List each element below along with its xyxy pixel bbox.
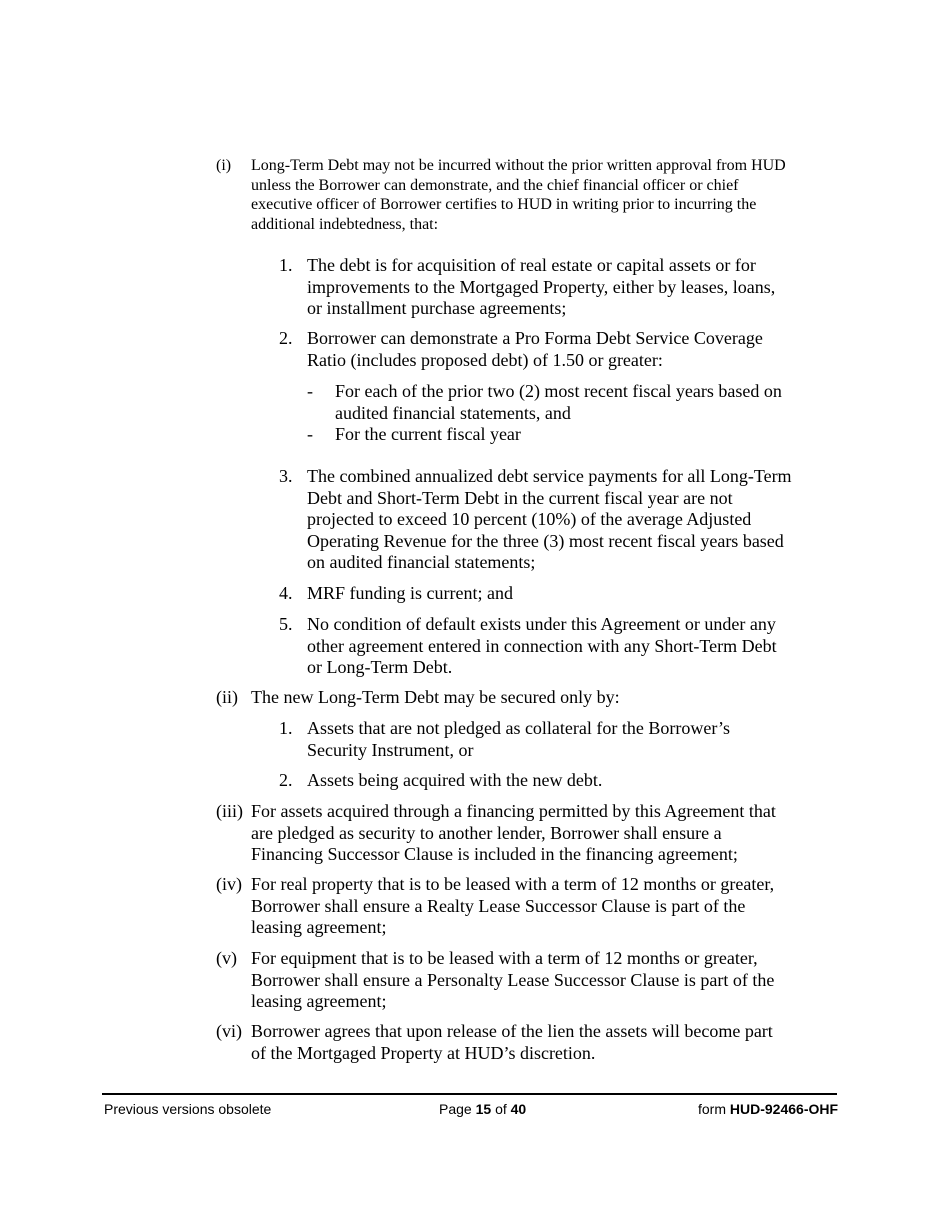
item-line: Borrower can demonstrate a Pro Forma Debt Service Coverage xyxy=(307,328,763,348)
item-line: improvements to the Mortgaged Property, either by leases, loans, xyxy=(307,276,776,297)
item-line: projected to exceed 10 percent (10%) of the average Adjusted xyxy=(307,509,752,529)
item-line: Ratio (includes proposed debt) of 1.50 or greater: xyxy=(307,349,663,370)
current-page: 15 xyxy=(475,1101,492,1117)
paragraph-line: leasing agreement; xyxy=(251,991,387,1011)
item-line: Operating Revenue for the three (3) most recent fiscal years based xyxy=(307,530,784,551)
item-number: 2. xyxy=(279,328,293,348)
item-line: The combined annualized debt service payments for all Long-Term xyxy=(307,466,792,486)
bullet-dash: - xyxy=(307,381,313,401)
paragraph-line: of the Mortgaged Property at HUD’s discretion. xyxy=(251,1042,596,1063)
paragraph-line: For real property that is to be leased with a term of 12 months or greater, xyxy=(251,874,775,894)
paragraph-label: (iv) xyxy=(216,874,242,894)
paragraph-label: (i) xyxy=(216,157,232,174)
paragraph-i xyxy=(216,156,836,234)
paragraph-label: (v) xyxy=(216,948,237,968)
item-number: 1. xyxy=(279,718,293,738)
item-line: on audited financial statements; xyxy=(307,552,536,572)
footer-form-id: form HUD-92466-OHF xyxy=(698,1101,839,1117)
item-number: 4. xyxy=(279,583,293,603)
paragraph-line: Borrower shall ensure a Realty Lease Successor Clause is part of the xyxy=(251,895,746,916)
bullet-dash: - xyxy=(307,424,313,444)
item-number: 2. xyxy=(279,770,293,790)
paragraph-line: For assets acquired through a financing permitted by this Agreement that xyxy=(251,801,776,821)
paragraph-line: Financing Successor Clause is included in the financing agreement; xyxy=(251,844,738,864)
condition-item-2 xyxy=(279,328,819,371)
footer-divider xyxy=(102,1093,837,1095)
footer-page-number: Page 15 of 40 xyxy=(439,1101,527,1117)
paragraph-vi xyxy=(216,1021,836,1064)
item-line: No condition of default exists under this Agreement or under any xyxy=(307,614,776,634)
bullet-line: For the current fiscal year xyxy=(335,424,521,444)
paragraph-line: The new Long-Term Debt may be secured only by: xyxy=(251,687,620,707)
paragraph-line: leasing agreement; xyxy=(251,917,387,937)
item-line: Assets being acquired with the new debt. xyxy=(307,770,603,790)
item-line: or Long-Term Debt. xyxy=(307,657,453,677)
paragraph-label: (vi) xyxy=(216,1021,242,1041)
footer-left-text: Previous versions obsolete xyxy=(104,1101,272,1117)
paragraph-label: (ii) xyxy=(216,687,238,707)
total-pages: 40 xyxy=(510,1101,527,1117)
bullet-line: For each of the prior two (2) most recent fiscal years based on xyxy=(335,381,782,401)
item-line: or installment purchase agreements; xyxy=(307,298,567,318)
security-item-1 xyxy=(279,718,819,761)
paragraph-line: Borrower agrees that upon release of the lien the assets will become part xyxy=(251,1021,773,1041)
bullet-line: audited financial statements, and xyxy=(335,402,571,423)
item-line: Security Instrument, or xyxy=(307,739,474,760)
item-line: other agreement entered in connection with any Short-Term Debt xyxy=(307,635,777,656)
bullet-item-1 xyxy=(307,381,817,424)
paragraph-label: (iii) xyxy=(216,801,243,821)
item-number: 5. xyxy=(279,614,293,634)
paragraph-line: unless the Borrower can demonstrate, and the chief financial officer or chief xyxy=(251,176,739,194)
paragraph-line: additional indebtedness, that: xyxy=(251,215,439,233)
bullet-item-2 xyxy=(307,424,817,446)
paragraph-iv xyxy=(216,874,836,939)
condition-item-5 xyxy=(279,614,819,679)
condition-item-1 xyxy=(279,255,819,320)
paragraph-ii xyxy=(216,687,836,709)
security-item-2 xyxy=(279,770,819,792)
item-line: Debt and Short-Term Debt in the current fiscal year are not xyxy=(307,487,733,508)
item-line: The debt is for acquisition of real estate or capital assets or for xyxy=(307,255,756,275)
condition-item-4 xyxy=(279,583,819,605)
paragraph-line: are pledged as security to another lender, Borrower shall ensure a xyxy=(251,822,722,843)
paragraph-line: Borrower shall ensure a Personalty Lease Successor Clause is part of the xyxy=(251,969,775,990)
paragraph-line: executive officer of Borrower certifies to HUD in writing prior to incurring the xyxy=(251,196,757,213)
paragraph-v xyxy=(216,948,836,1013)
paragraph-iii xyxy=(216,801,836,866)
paragraph-line: For equipment that is to be leased with a term of 12 months or greater, xyxy=(251,948,758,968)
paragraph-line: Long-Term Debt may not be incurred without the prior written approval from HUD xyxy=(251,157,786,174)
condition-item-3 xyxy=(279,466,819,574)
item-number: 3. xyxy=(279,466,293,486)
item-number: 1. xyxy=(279,255,293,275)
item-line: Assets that are not pledged as collateral for the Borrower’s xyxy=(307,718,731,738)
item-line: MRF funding is current; and xyxy=(307,583,513,603)
